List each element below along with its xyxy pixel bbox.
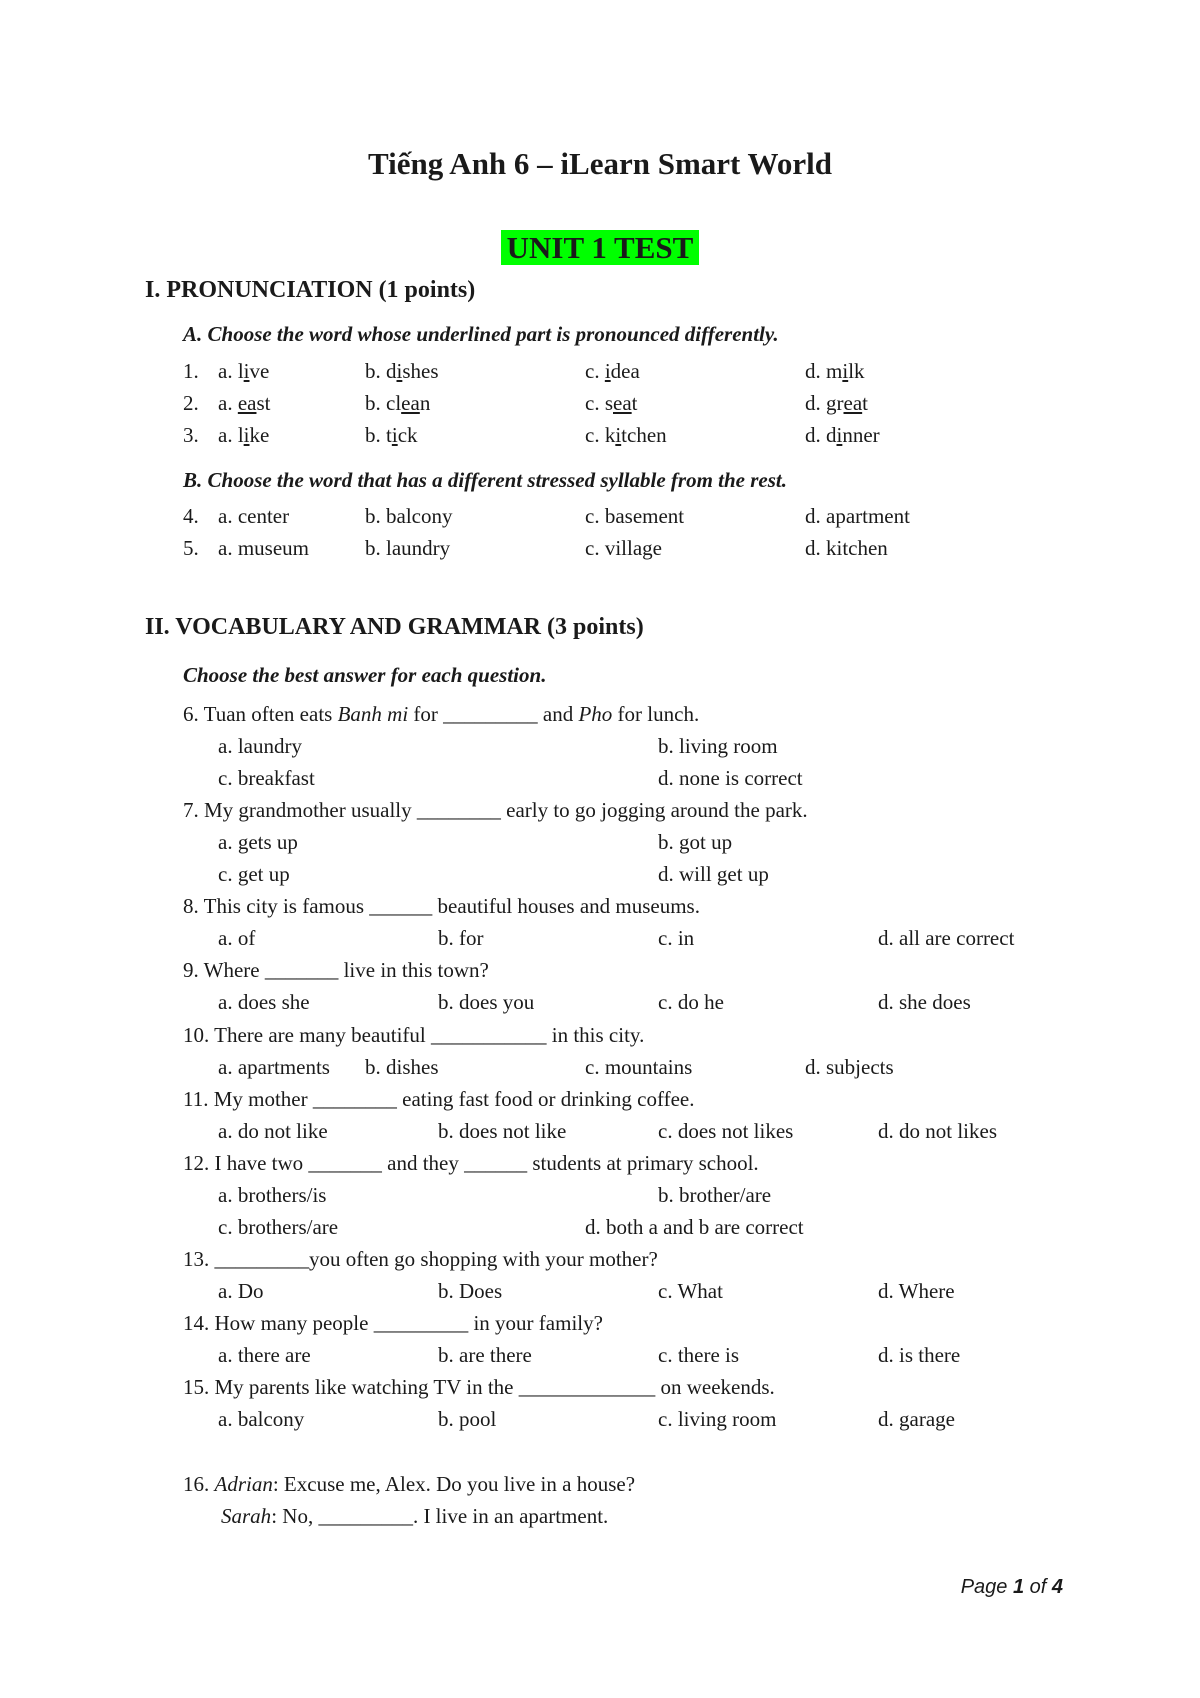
section-pronunciation-heading: I. PRONUNCIATION (1 points): [145, 277, 476, 303]
question-12-options-row-2: [183, 1215, 1063, 1247]
question-10-stem: 10. There are many beautiful ___________ in this city.: [183, 1023, 645, 1047]
question-9-options: [183, 990, 1063, 1022]
option-a: a. balcony: [218, 1407, 305, 1431]
option-b: b. brother/are: [658, 1183, 772, 1207]
option-b: b. dishes: [365, 1055, 439, 1079]
option-c: c. in: [658, 926, 695, 950]
option-a: a. laundry: [218, 734, 302, 758]
option-b: b. pool: [438, 1407, 497, 1431]
option-b: b. living room: [658, 734, 778, 758]
option-b: b. got up: [658, 830, 733, 854]
question-1: [183, 359, 1063, 391]
option-c: c. living room: [658, 1407, 777, 1431]
option-b: b. balcony: [365, 504, 453, 528]
option-b: b. dishes: [365, 359, 439, 383]
question-7-options-row-1: [183, 830, 1063, 862]
option-b: b. clean: [365, 391, 431, 415]
question-12-stem: 12. I have two _______ and they ______ students at primary school.: [183, 1151, 759, 1175]
question-11-options: [183, 1119, 1063, 1151]
question-number: 3.: [183, 423, 199, 447]
instruction-part-a: A. Choose the word whose underlined part is pronounced differently.: [183, 322, 779, 346]
option-d: d. subjects: [805, 1055, 894, 1079]
option-d: d. she does: [878, 990, 971, 1014]
option-d: d. garage: [878, 1407, 955, 1431]
question-12-options-row-1: [183, 1183, 1063, 1215]
option-a: a. brothers/is: [218, 1183, 327, 1207]
option-d: d. will get up: [658, 862, 769, 886]
question-4: [183, 504, 1063, 536]
option-c: c. mountains: [585, 1055, 693, 1079]
document-title: Tiếng Anh 6 – iLearn Smart World: [368, 146, 832, 181]
question-15-stem: 15. My parents like watching TV in the _____________ on weekends.: [183, 1375, 775, 1399]
question-9-stem: 9. Where _______ live in this town?: [183, 958, 489, 982]
page-footer: Page 1 of 4: [960, 1576, 1063, 1598]
question-number: 2.: [183, 391, 199, 415]
option-b: b. laundry: [365, 536, 451, 560]
question-2: [183, 391, 1063, 423]
option-c: c. What: [658, 1279, 723, 1303]
question-5: [183, 536, 1063, 568]
option-a: a. apartments: [218, 1055, 330, 1079]
question-11-stem: 11. My mother ________ eating fast food or drinking coffee.: [183, 1087, 695, 1111]
page-total: 4: [1051, 1576, 1063, 1598]
option-a: a. center: [218, 504, 290, 528]
option-d: d. milk: [805, 359, 865, 383]
question-8-stem: 8. This city is famous ______ beautiful houses and museums.: [183, 894, 700, 918]
question-number: 5.: [183, 536, 199, 560]
question-16-line-2: Sarah: No, _________. I live in an apartment.: [221, 1504, 609, 1528]
option-a: a. museum: [218, 536, 309, 560]
option-c: c. get up: [218, 862, 290, 886]
option-b: b. Does: [438, 1279, 503, 1303]
option-d: d. kitchen: [805, 536, 888, 560]
speaker-adrian: Adrian: [214, 1472, 273, 1496]
question-6-options-row-1: [183, 734, 1063, 766]
option-d: d. all are correct: [878, 926, 1015, 950]
option-c: c. does not likes: [658, 1119, 794, 1143]
option-a: a. do not like: [218, 1119, 328, 1143]
question-7-options-row-2: [183, 862, 1063, 894]
option-d: d. is there: [878, 1343, 961, 1367]
section-vocabulary-heading: II. VOCABULARY AND GRAMMAR (3 points): [145, 614, 644, 640]
unit-heading: [0, 230, 1200, 266]
question-13-options: [183, 1279, 1063, 1311]
question-6-stem: 6. Tuan often eats Banh mi for _________ and Pho for lunch.: [183, 702, 700, 726]
question-10-options: [183, 1055, 1063, 1087]
option-c: c. brothers/are: [218, 1215, 339, 1239]
option-d: d. none is correct: [658, 766, 803, 790]
option-d: d. apartment: [805, 504, 910, 528]
option-b: b. are there: [438, 1343, 532, 1367]
option-c: c. breakfast: [218, 766, 315, 790]
question-13-stem: 13. _________you often go shopping with your mother?: [183, 1247, 658, 1271]
option-c: c. idea: [585, 359, 640, 383]
option-a: a. there are: [218, 1343, 311, 1367]
speaker-sarah: Sarah: [221, 1504, 272, 1528]
option-d: d. great: [805, 391, 868, 415]
option-d: d. both a and b are correct: [585, 1215, 804, 1239]
option-a: a. Do: [218, 1279, 264, 1303]
question-3: [183, 423, 1063, 455]
option-d: d. Where: [878, 1279, 955, 1303]
question-16-line-1: 16. Adrian: Excuse me, Alex. Do you live in a house?: [183, 1472, 636, 1496]
question-6-options-row-2: [183, 766, 1063, 798]
option-b: b. does you: [438, 990, 535, 1014]
unit-label: UNIT 1 TEST: [501, 230, 700, 265]
question-8-options: [183, 926, 1063, 958]
option-a: a. does she: [218, 990, 310, 1014]
option-d: d. dinner: [805, 423, 880, 447]
option-c: c. there is: [658, 1343, 740, 1367]
option-b: b. for: [438, 926, 484, 950]
option-a: a. of: [218, 926, 256, 950]
option-c: c. village: [585, 536, 662, 560]
question-number: 4.: [183, 504, 199, 528]
option-b: b. tick: [365, 423, 418, 447]
question-15-options: [183, 1407, 1063, 1439]
option-c: c. kitchen: [585, 423, 667, 447]
option-a: a. gets up: [218, 830, 298, 854]
question-7-stem: 7. My grandmother usually ________ early to go jogging around the park.: [183, 798, 808, 822]
option-d: d. do not likes: [878, 1119, 997, 1143]
option-b: b. does not like: [438, 1119, 567, 1143]
instruction-part-b: B. Choose the word that has a different stressed syllable from the rest.: [183, 468, 787, 492]
page-number: 1: [1012, 1576, 1025, 1598]
option-c: c. basement: [585, 504, 685, 528]
question-14-options: [183, 1343, 1063, 1375]
question-number: 1.: [183, 359, 199, 383]
option-a: a. live: [218, 359, 270, 383]
option-c: c. seat: [585, 391, 638, 415]
option-c: c. do he: [658, 990, 724, 1014]
instruction-vocabulary: Choose the best answer for each question.: [183, 663, 547, 687]
question-14-stem: 14. How many people _________ in your family?: [183, 1311, 603, 1335]
option-a: a. like: [218, 423, 270, 447]
option-a: a. east: [218, 391, 271, 415]
